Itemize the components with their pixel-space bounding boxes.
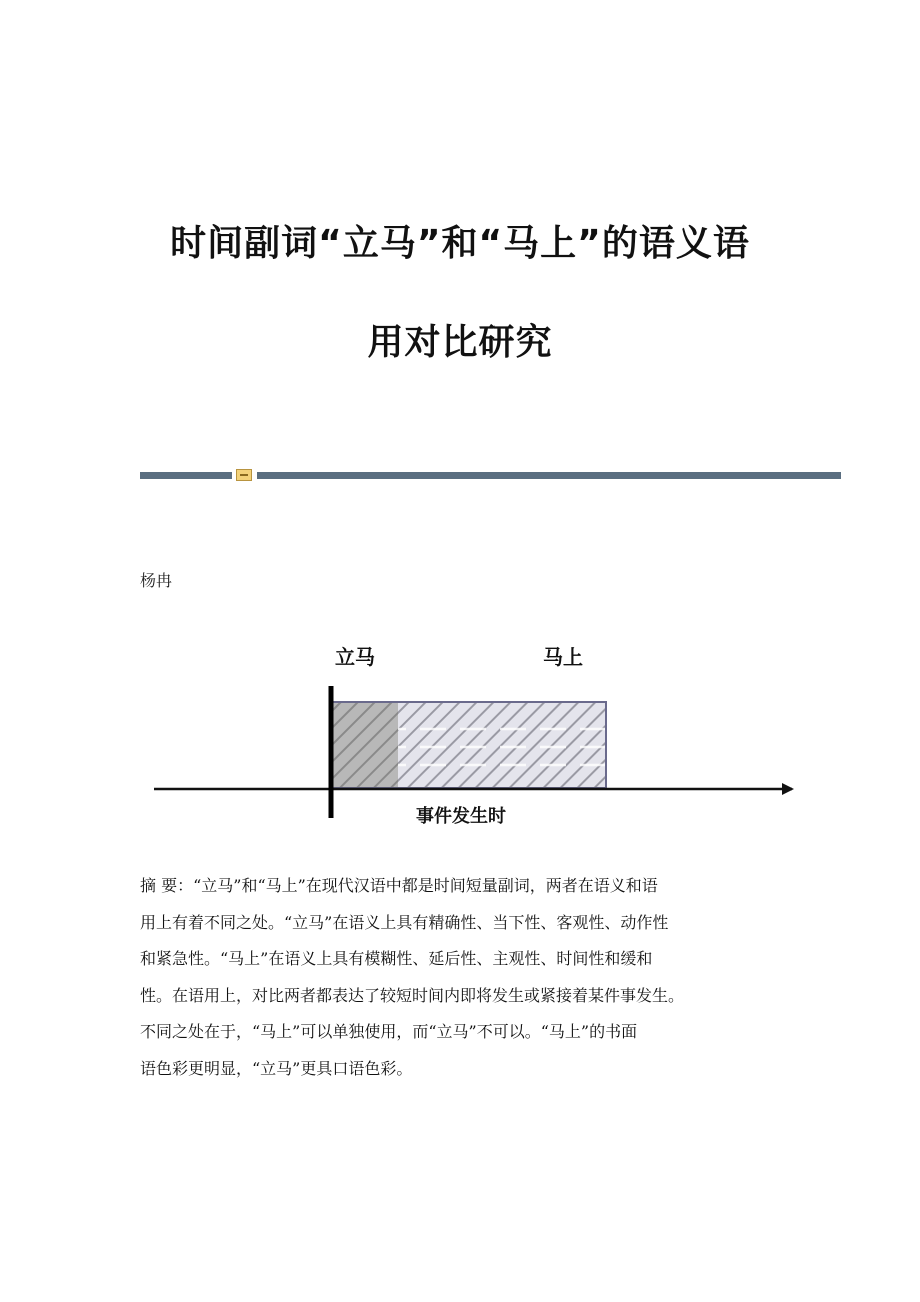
abstract-line: 性。在语用上，对比两者都表达了较短时间内即将发生或紧接着某件事发生。 bbox=[140, 985, 685, 1005]
paper-title-line-1: 时间副词“立马”和“马上”的语义语 bbox=[170, 223, 750, 264]
abstract-line: 摘 要：“立马”和“马上”在现代汉语中都是时间短量副词，两者在语义和语 bbox=[140, 876, 658, 895]
timeline-figure bbox=[140, 630, 820, 840]
hatched-region-lima bbox=[332, 702, 398, 788]
author-name: 杨冉 bbox=[140, 571, 173, 590]
figure-label-mashang: 马上 bbox=[543, 645, 583, 669]
abstract-line: 用上有着不同之处。“立马”在语义上具有精确性、当下性、客观性、动作性 bbox=[140, 912, 669, 932]
abstract-line: 不同之处在于，“马上”可以单独使用，而“立马”不可以。“马上”的书面 bbox=[140, 1022, 638, 1041]
figure-caption: 事件发生时 bbox=[416, 806, 506, 827]
abstract bbox=[140, 868, 790, 1087]
hatched-region-grid bbox=[398, 720, 606, 780]
divider-ornament-icon bbox=[236, 469, 252, 481]
figure-label-lima: 立马 bbox=[335, 645, 375, 669]
abstract-line: 和紧急性。“马上”在语义上具有模糊性、延后性、主观性、时间性和缓和 bbox=[140, 949, 653, 968]
abstract-line: 语色彩更明显，“立马”更具口语色彩。 bbox=[140, 1058, 413, 1078]
title-divider-left bbox=[140, 472, 232, 479]
paper-title-line-2: 用对比研究 bbox=[367, 322, 553, 363]
title-divider-right bbox=[257, 472, 841, 479]
